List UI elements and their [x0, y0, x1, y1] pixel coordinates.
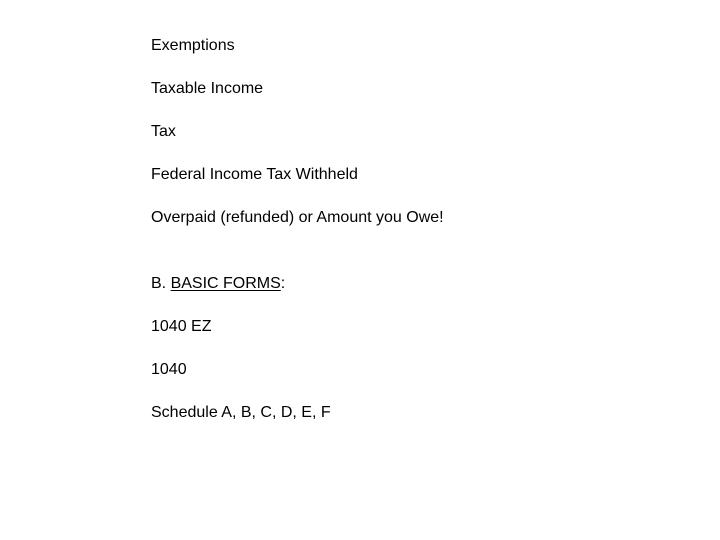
line-federal-withheld: Federal Income Tax Withheld — [151, 166, 358, 183]
basic-forms-title: BASIC FORMS — [170, 275, 281, 292]
line-overpaid-or-owe: Overpaid (refunded) or Amount you Owe! — [151, 209, 444, 226]
form-1040ez: 1040 EZ — [151, 318, 212, 335]
line-taxable-income: Taxable Income — [151, 80, 264, 97]
form-1040: 1040 — [151, 361, 187, 378]
basic-forms-prefix: B. — [151, 275, 171, 292]
line-tax: Tax — [151, 123, 176, 140]
form-schedules: Schedule A, B, C, D, E, F — [151, 404, 331, 421]
basic-forms-heading — [151, 274, 285, 294]
basic-forms-suffix: : — [280, 275, 286, 292]
line-exemptions: Exemptions — [151, 37, 235, 54]
